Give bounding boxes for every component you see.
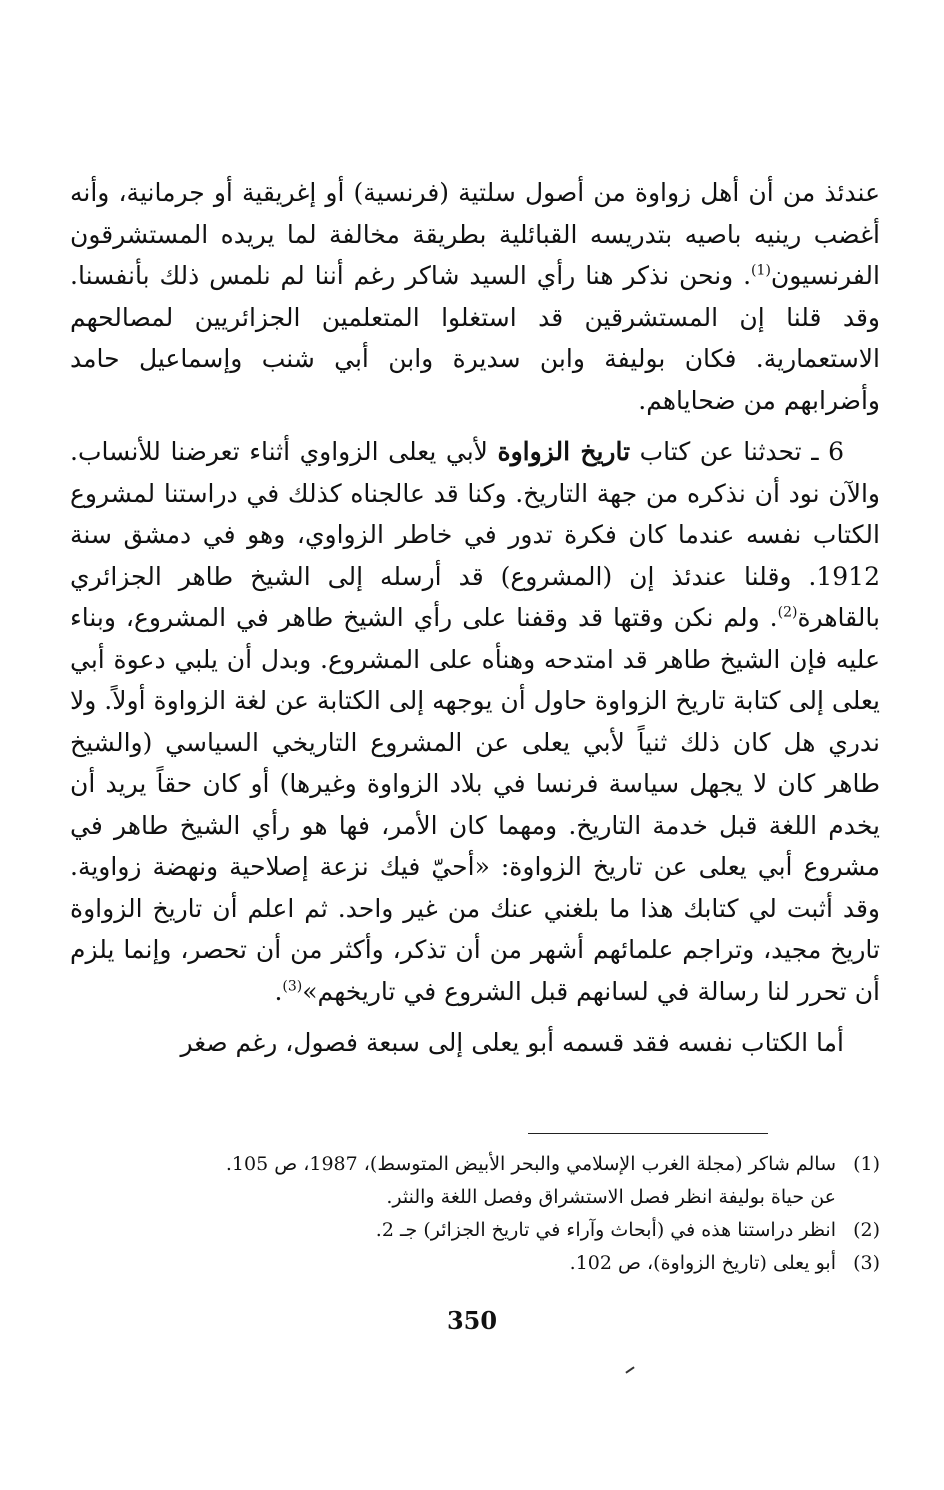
paragraph-1: عندئذ من أن أهل زواوة من أصول سلتية (فرنسية) أو إغريقية أو جرمانية، وأنه أغضب رينيه باصيه بتدريسه القبائلية بطريقة مخالفة لما يريده المستشرقون الفرنسيون$^{(1)}$. ونحن نذكر هنا رأي السيد شاكر رغم أننا لم نلمس ذلك بأنفسنا. وقد قلنا إن المستشرقين قد استغلوا المتعلمين الجزائريين لمصالحهم الاستعمارية. فكان بوليفة وابن سديرة وابن أبي شنب وإسماعيل حامد وأضرابهم من ضحاياهم. [70,178,880,415]
footnote-number: (2) [853,1219,880,1241]
footnote-text: سالم شاكر (مجلة الغرب الإسلامي والبحر الأبيض المتوسط)، 1987، ص 105. [225,1153,836,1175]
footnotes [70,1148,880,1280]
book-title-highlight: تاريخ الزواوة [497,437,631,466]
footnote-number: (3) [853,1252,880,1274]
paragraph-3: أما الكتاب نفسه فقد قسمه أبو يعلى إلى سبعة فصول، رغم صغر [180,1028,844,1057]
footnote-text: انظر دراستنا هذه في (أبحاث وآراء في تاريخ الجزائر) جـ 2. [375,1219,836,1241]
footnote-ref-3: (3) [282,978,303,995]
footnote-number: (1) [853,1153,880,1175]
footnote-1 [70,1148,880,1181]
footnote-separator [528,1133,768,1134]
footnote-2 [70,1214,880,1247]
paragraph-2: 6 ـ تحدثنا عن كتاب تاريخ الزواوة لأبي يعلى الزواوي أثناء تعرضنا للأنساب. والآن نود أن نذكره من جهة التاريخ. وكنا قد عالجناه كذلك في دراستنا لمشروع الكتاب نفسه عندما كان فكرة تدور في خاطر الزواوي، وهو في دمشق سنة 1912. وقلنا عندئذ إن (المشروع) قد أرسله إلى الشيخ طاهر الجزائري بالقاهرة$^{(2)}$. ولم نكن وقتها قد وقفنا على رأي الشيخ طاهر في المشروع، وبناء عليه فإن الشيخ طاهر قد امتدحه وهنأه على المشروع. وبدل أن يلبي دعوة أبي يعلى إلى كتابة تاريخ الزواوة حاول أن يوجهه إلى الكتابة عن لغة الزواوة أولاً. ولا ندري هل كان ذلك ثنياً لأبي يعلى عن المشروع التاريخي السياسي (والشيخ طاهر كان لا يجهل سياسة فرنسا في بلاد الزواوة وغيرها) أو كان حقاً يريد أن يخدم اللغة قبل خدمة التاريخ. ومهما كان الأمر، فها هو رأي الشيخ طاهر في مشروع أبي يعلى عن تاريخ الزواوة: «أحيّ فيك نزعة إصلاحية ونهضة زواوية. وقد أثبت لي كتابك هذا ما بلغني عنك من غير واحد. ثم اعلم أن تاريخ الزواوة تاريخ مجيد، وتراجم علمائهم أشهر من أن تذكر، وأكثر من أن تحصر، وإنما يلزم أن تحرر لنا رسالة في لسانهم قبل الشروع في تاريخهم»$^{(3)}$. [70,437,880,1006]
footnote-ref-1: (1) [751,262,771,279]
stray-mark [625,1366,634,1373]
page-number: 350 [446,1306,498,1335]
main-text [70,172,880,1064]
footnote-1-continued: عن حياة بوليفة انظر فصل الاستشراق وفصل اللغة والنثر. [386,1186,836,1208]
footnote-text: أبو يعلى (تاريخ الزواوة)، ص 102. [569,1252,836,1274]
footnote-ref-2: (2) [777,604,798,621]
footnote-3 [70,1247,880,1280]
